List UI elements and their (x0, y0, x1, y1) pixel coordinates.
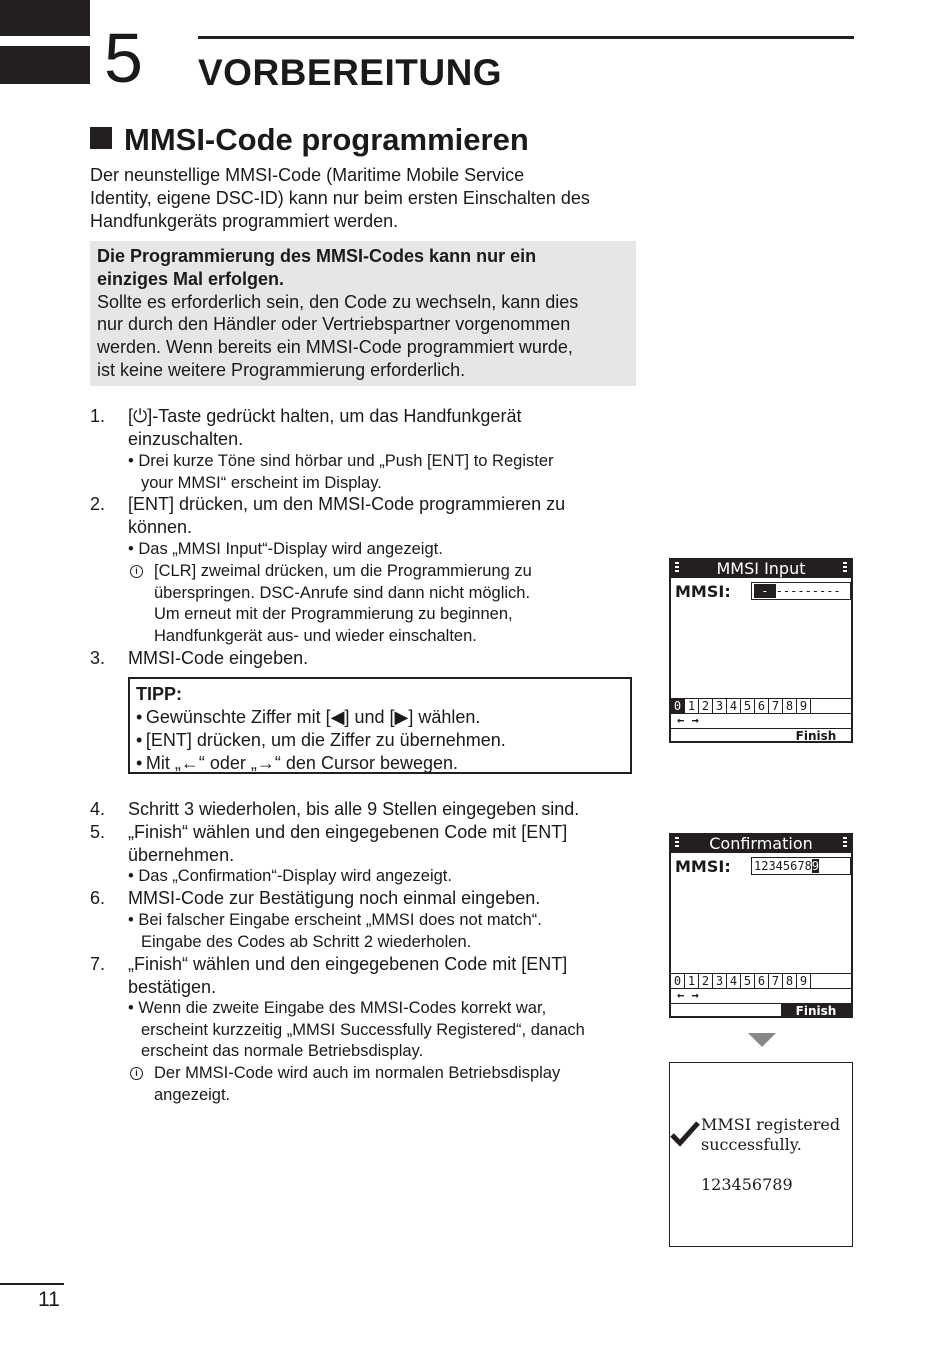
mmsi-input-screen (669, 558, 853, 743)
screen-header: Confirmation (671, 835, 851, 853)
step-text: „Finish“ wählen und den eingegebenen Code mit [ENT] (128, 822, 568, 842)
digit-row (671, 973, 851, 989)
digit-key: 4 (727, 699, 741, 713)
step-2-info: i [CLR] zweimal drücken, um die Programmierung zu überspringen. DSC-Anrufe sind dann nicht möglich. Um erneut mit der Programmierung zu beginnen, Handfunkgerät aus- und wieder einschalten. (128, 561, 648, 647)
digit-key: 6 (755, 974, 769, 988)
digit-key: 0 (671, 974, 685, 988)
mmsi-label: MMSI: (675, 857, 731, 876)
step-text: einzuschalten. (128, 429, 244, 449)
important-note-box (90, 241, 636, 386)
finish-option-selected: Finish (781, 1004, 851, 1018)
digit-key: 5 (741, 699, 755, 713)
tip-title: TIPP: (136, 684, 183, 704)
info-icon: i (130, 1067, 143, 1080)
step-text: „Finish“ wählen und den eingegebenen Code mit [ENT] (128, 954, 568, 974)
success-line: MMSI registered (701, 1115, 841, 1134)
chapter-tab-bottom (0, 46, 90, 84)
step-text: MMSI-Code eingeben. (128, 648, 309, 668)
success-line: successfully. (701, 1135, 802, 1154)
note-bold-line: Die Programmierung des MMSI-Codes kann nur ein (97, 246, 537, 266)
section-title (90, 122, 529, 158)
intro-line: Der neunstellige MMSI-Code (Maritime Mobile Service (90, 165, 525, 185)
step-text: bestätigen. (128, 977, 217, 997)
menu-dots-icon (675, 562, 679, 574)
tip-box (128, 677, 632, 774)
chapter-number: 5 (104, 19, 143, 97)
step-7-info: i Der MMSI-Code wird auch im normalen Betriebsdisplay angezeigt. (128, 1063, 648, 1106)
digit-key: 1 (685, 699, 699, 713)
step-6-bullet: • Bei falscher Eingabe erscheint „MMSI does not match“. Eingabe des Codes ab Schritt 2 wiederholen. (128, 911, 542, 951)
step-text: Schritt 3 wiederholen, bis alle 9 Stellen eingegeben sind. (128, 799, 580, 819)
note-line: nur durch den Händler oder Vertriebspartner vorgenommen (97, 314, 571, 335)
info-icon: i (130, 565, 143, 578)
finish-option: Finish (795, 729, 837, 743)
checkmark-icon (670, 1121, 700, 1147)
step-text: übernehmen. (128, 845, 235, 865)
step-2-bullet: • Das „MMSI Input“-Display wird angezeigt. (128, 540, 443, 558)
digit-key: 0 (671, 699, 685, 713)
step-text: können. (128, 517, 193, 537)
step-number: 2. (90, 494, 106, 514)
menu-dots-icon (843, 562, 847, 574)
note-line: ist keine weitere Programmierung erforderlich. (97, 359, 466, 380)
mmsi-label: MMSI: (675, 582, 731, 601)
digit-key: 5 (741, 974, 755, 988)
confirmation-screen (669, 833, 853, 1018)
chapter-title: VORBEREITUNG (198, 52, 503, 93)
step-text: [ENT] drücken, um den MMSI-Code programmieren zu (128, 494, 566, 514)
menu-dots-icon (675, 837, 679, 849)
digit-key: 1 (685, 974, 699, 988)
digit-key: 7 (769, 699, 783, 713)
mmsi-field: 123456789 (751, 857, 851, 875)
tip-item: • Gewünschte Ziffer mit [◀] und [▶] wählen. (136, 707, 481, 727)
screen-header: MMSI Input (671, 560, 851, 578)
digit-key: 3 (713, 974, 727, 988)
page-number: 11 (38, 1288, 60, 1311)
success-screen (669, 1062, 853, 1247)
intro-line: Identity, eigene DSC-ID) kann nur beim ersten Einschalten des (90, 188, 590, 208)
digit-key: 8 (783, 699, 797, 713)
square-bullet-icon (90, 127, 112, 149)
digit-row (671, 698, 851, 714)
digit-key: 4 (727, 974, 741, 988)
digit-key: 7 (769, 974, 783, 988)
menu-dots-icon (843, 837, 847, 849)
step-number: 7. (90, 954, 106, 974)
tip-item: • [ENT] drücken, um die Ziffer zu übernehmen. (136, 730, 506, 750)
digit-key: 3 (713, 699, 727, 713)
intro-line: Handfunkgeräts programmiert werden. (90, 211, 399, 231)
step-text: [⏻]-Taste gedrückt halten, um das Handfunkgerät (128, 406, 522, 426)
digit-key: 2 (699, 974, 713, 988)
note-line: Sollte es erforderlich sein, den Code zu wechseln, kann dies (97, 291, 579, 312)
step-text: MMSI-Code zur Bestätigung noch einmal eingeben. (128, 888, 541, 908)
arrow-down-icon (748, 1033, 776, 1047)
tip-item: • Mit „←“ oder „→“ den Cursor bewegen. (136, 753, 459, 773)
step-number: 3. (90, 648, 106, 668)
finish-row (671, 1003, 851, 1018)
step-1-bullet: • Drei kurze Töne sind hörbar und „Push [ENT] to Register your MMSI“ erscheint im Display. (128, 452, 554, 492)
digit-key: 9 (797, 699, 811, 713)
digit-key: 9 (797, 974, 811, 988)
digit-key: 6 (755, 699, 769, 713)
step-number: 6. (90, 888, 106, 908)
note-line: werden. Wenn bereits ein MMSI-Code programmiert wurde, (97, 337, 573, 358)
header-rule (198, 36, 854, 39)
chapter-tab-top (0, 0, 90, 36)
cursor-arrows: ← → (677, 713, 699, 727)
digit-key: 8 (783, 974, 797, 988)
section-title-text: MMSI-Code programmieren (124, 122, 529, 157)
finish-row (671, 728, 851, 743)
intro-paragraph (90, 164, 650, 233)
digit-key: 2 (699, 699, 713, 713)
registered-code: 123456789 (701, 1175, 793, 1194)
footer-rule (0, 1283, 64, 1285)
step-7-bullet: • Wenn die zweite Eingabe des MMSI-Codes korrekt war, erscheint kurzzeitig „MMSI Successfully Registered“, danach erscheint das normale Betriebsdisplay. (128, 999, 585, 1060)
note-bold-line: einziges Mal erfolgen. (97, 268, 285, 289)
step-number: 5. (90, 822, 106, 842)
cursor-arrows: ← → (677, 988, 699, 1002)
step-number: 1. (90, 406, 106, 426)
step-number: 4. (90, 799, 106, 819)
step-5-bullet: • Das „Confirmation“-Display wird angezeigt. (128, 867, 452, 885)
mmsi-field: - --------- (751, 582, 851, 600)
